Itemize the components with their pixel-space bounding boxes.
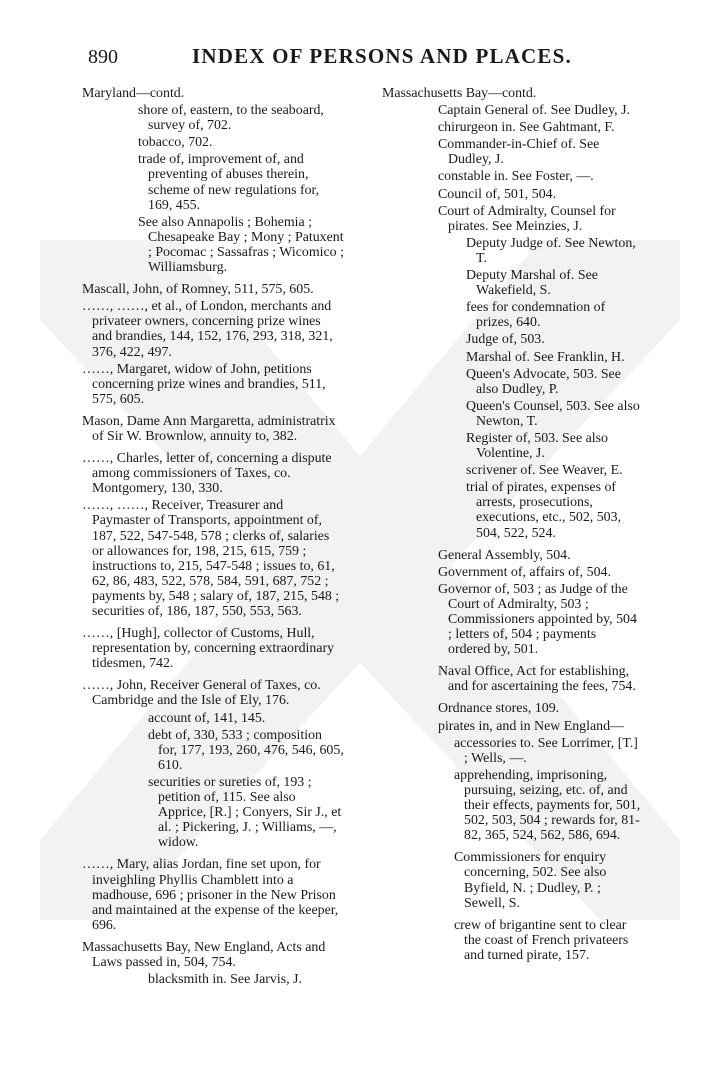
index-entry: Queen's Counsel, 503. See also Newton, T. <box>466 398 640 429</box>
index-entry: Register of, 503. See also Volentine, J. <box>466 430 608 462</box>
page-number: 890 <box>88 46 118 68</box>
index-entry: accessories to. See Lorrimer, [T.] ; Wells, —. <box>454 735 638 766</box>
index-entry: securities or sureties of, 193 ; petition of, 115. See also Apprice, [R.] ; Conyers, Sir J., et al. ; Pickering, J. ; Williams, —, widow. <box>148 774 342 851</box>
page-title: INDEX OF PERSONS AND PLACES. <box>192 44 572 68</box>
index-entry: Commissioners for enquiry concerning, 502. See also Byfield, N. ; Dudley, P. ; Sewell, S. <box>454 850 607 911</box>
index-entry: account of, 141, 145. <box>148 710 266 726</box>
index-entry: General Assembly, 504. <box>438 547 571 563</box>
index-column-left <box>82 86 344 989</box>
index-entry: Naval Office, Act for establishing, and for ascertaining the fees, 754. <box>438 664 636 695</box>
index-entry: trial of pirates, expenses of arrests, prosecutions, executions, etc., 502, 503, 504, 522, 524. <box>466 480 622 541</box>
index-column-right <box>382 86 642 970</box>
index-entry: Marshal of. See Franklin, H. <box>466 349 625 365</box>
index-entry: constable in. See Foster, —. <box>438 169 594 185</box>
index-entry: Judge of, 503. <box>466 332 545 348</box>
index-entry: ……, John, Receiver General of Taxes, co. Cambridge and the Isle of Ely, 176. <box>82 678 321 709</box>
index-entry: shore of, eastern, to the seaboard, survey of, 702. <box>138 103 324 134</box>
index-entry: ……, Mary, alias Jordan, fine set upon, for inveighling Phyllis Chamblett into a madhouse, 696 ; prisoner in the New Prison and maintained at the expense of the keeper, 696. <box>82 857 339 933</box>
index-entry: crew of brigantine sent to clear the coast of French privateers and turned pirate, 157. <box>454 917 629 963</box>
index-entry: Commander-in-Chief of. See Dudley, J. <box>438 137 600 168</box>
index-entry: pirates in, and in New England— <box>438 718 624 734</box>
index-entry: Governor of, 503 ; as Judge of the Court of Admiralty, 503 ; Commissioners appointed by, 504 ; letters of, 504 ; payments ordered by, 501. <box>438 581 637 658</box>
index-entry: ……, Charles, letter of, concerning a dispute among commissioners of Taxes, co. Montgomery, 130, 330. <box>82 451 332 497</box>
index-entry: ……, ……, Receiver, Treasurer and Paymaster of Transports, appointment of, 187, 522, 547-548, 578 ; clerks of, salaries or allowances for, 198, 215, 615, 759 ; instructions to, 215, 547-548 ; issues to, 61, 62, 86, 483, 522, 578, 584, 591, 687, 752 ; payments by, 548 ; salary of, 187, 215, 548 ; securities of, 186, 187, 550, 553, 563. <box>82 498 340 619</box>
index-entry: ……, ……, et al., of London, merchants and privateer owners, concerning prize wines and brandies, 144, 152, 176, 293, 318, 321, 376, 422, 497. <box>82 299 333 360</box>
index-entry: Massachusetts Bay, New England, Acts and Laws passed in, 504, 754. <box>82 939 326 970</box>
index-entry: Massachusetts Bay—contd. <box>382 86 537 101</box>
index-entry: scrivener of. See Weaver, E. <box>466 463 623 479</box>
index-entry: Deputy Judge of. See Newton, T. <box>466 235 636 266</box>
index-entry: chirurgeon in. See Gahtmant, F. <box>438 120 615 136</box>
index-entry: Captain General of. See Dudley, J. <box>438 103 630 119</box>
page-header <box>88 44 688 72</box>
index-entry: Maryland—contd. <box>82 86 185 101</box>
index-entry: Council of, 501, 504. <box>438 186 557 202</box>
index-entry: fees for condemnation of prizes, 640. <box>466 300 606 331</box>
index-entry: tobacco, 702. <box>138 135 213 151</box>
index-entry: Ordnance stores, 109. <box>438 701 560 717</box>
index-entry: trade of, improvement of, and preventing of abuses therein, scheme of new regulations for, 169, 455. <box>138 152 320 213</box>
index-entry: See also Annapolis ; Bohemia ; Chesapeake Bay ; Mony ; Patuxent ; Pocomac ; Sassafras ; Wicomico ; Williamsburg. <box>138 214 344 276</box>
index-entry: Court of Admiralty, Counsel for pirates. See Meinzies, J. <box>438 203 616 234</box>
index-entry: blacksmith in. See Jarvis, J. <box>148 972 302 988</box>
index-entry: Mason, Dame Ann Margaretta, administratrix of Sir W. Brownlow, annuity to, 382. <box>82 413 336 444</box>
index-entry: Queen's Advocate, 503. See also Dudley, P. <box>466 366 621 397</box>
index-entry: debt of, 330, 533 ; composition for, 177, 193, 260, 476, 546, 605, 610. <box>148 727 344 773</box>
index-entry: apprehending, imprisoning, pursuing, seizing, etc. of, and their effects, payments for, 501, 502, 503, 504 ; rewards for, 81-82, 365, 524, 562, 586, 694. <box>454 767 641 844</box>
index-entry: Government of, affairs of, 504. <box>438 564 611 580</box>
index-entry: Deputy Marshal of. See Wakefield, S. <box>466 268 598 299</box>
index-entry: ……, Margaret, widow of John, petitions concerning prize wines and brandies, 511, 575, 605. <box>82 361 326 407</box>
index-entry: ……, [Hugh], collector of Customs, Hull, representation by, concerning extraordinary tidesmen, 742. <box>82 626 335 672</box>
index-entry: Mascall, John, of Romney, 511, 575, 605. <box>82 282 314 298</box>
